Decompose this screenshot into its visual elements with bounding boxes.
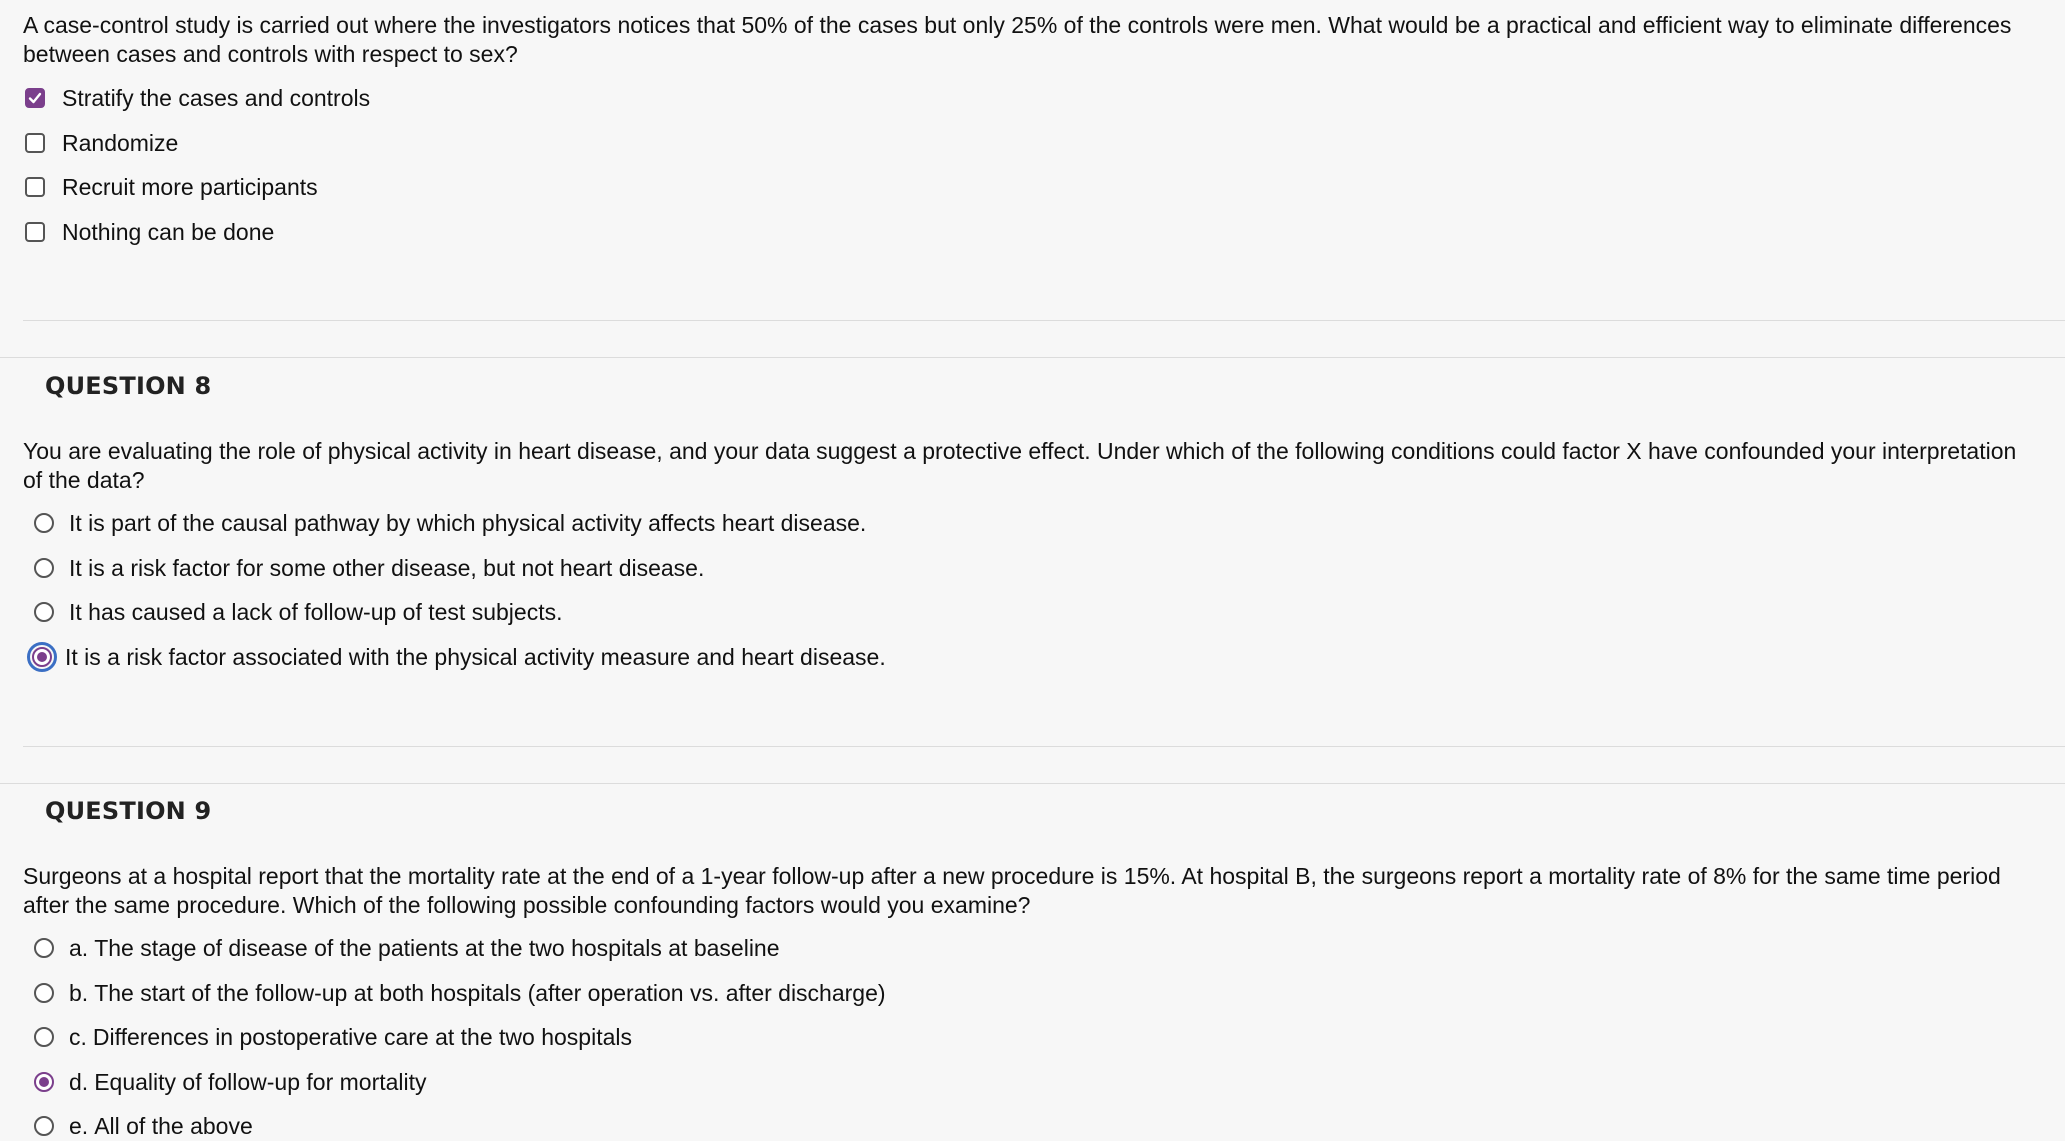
q8-option-4-label: It is a risk factor associated with the physical activity measure and heart disease. bbox=[65, 644, 886, 670]
question-8-text: You are evaluating the role of physical activity in heart disease, and your data suggest a protective effect. Under which of the following conditions could factor X have confounded your interpretation of the data? bbox=[23, 438, 2017, 493]
q9-option-c-letter: c. bbox=[69, 1024, 87, 1050]
q9-option-a-label: The stage of disease of the patients at the two hospitals at baseline bbox=[94, 935, 780, 961]
q8-option-2[interactable] bbox=[23, 553, 704, 583]
q9-option-b-label: The start of the follow-up at both hospitals (after operation vs. after discharge) bbox=[94, 980, 886, 1006]
radio-icon[interactable] bbox=[34, 602, 54, 622]
radio-icon[interactable] bbox=[34, 513, 54, 533]
q9-option-d-letter: d. bbox=[69, 1069, 89, 1095]
divider bbox=[0, 357, 2065, 358]
q9-option-b-letter: b. bbox=[69, 980, 89, 1006]
q9-option-a[interactable] bbox=[23, 933, 780, 963]
q9-option-d-label: Equality of follow-up for mortality bbox=[94, 1069, 427, 1095]
radio-icon[interactable] bbox=[34, 938, 54, 958]
divider bbox=[23, 746, 2065, 747]
checkbox-icon[interactable] bbox=[25, 222, 45, 242]
q9-option-c-label: Differences in postoperative care at the two hospitals bbox=[92, 1024, 632, 1050]
q9-option-e-letter: e. bbox=[69, 1113, 89, 1139]
q9-option-b[interactable] bbox=[23, 978, 886, 1008]
q9-option-c[interactable] bbox=[23, 1022, 632, 1052]
q7-option-4[interactable] bbox=[23, 217, 274, 247]
q7-option-4-label: Nothing can be done bbox=[62, 219, 275, 245]
checkbox-checked-icon[interactable] bbox=[25, 88, 45, 108]
question-9-header: QUESTION 9 bbox=[45, 797, 212, 825]
radio-selected-icon[interactable] bbox=[34, 1072, 54, 1092]
q8-option-1-label: It is part of the causal pathway by which physical activity affects heart disease. bbox=[69, 510, 867, 536]
divider bbox=[23, 320, 2065, 321]
q8-option-3[interactable] bbox=[23, 597, 562, 627]
q7-option-1-label: Stratify the cases and controls bbox=[62, 85, 371, 111]
question-8-header: QUESTION 8 bbox=[45, 372, 212, 400]
radio-selected-icon[interactable] bbox=[32, 647, 52, 667]
radio-icon[interactable] bbox=[34, 1116, 54, 1136]
checkbox-icon[interactable] bbox=[25, 133, 45, 153]
question-9-text: Surgeons at a hospital report that the mortality rate at the end of a 1-year follow-up after a new procedure is 15%. At hospital B, the surgeons report a mortality rate of 8% for the same time period after the same procedure. Which of the following possible confounding factors would you examine? bbox=[23, 863, 2001, 918]
q8-option-2-label: It is a risk factor for some other disease, but not heart disease. bbox=[69, 555, 705, 581]
radio-icon[interactable] bbox=[34, 1027, 54, 1047]
q8-option-1[interactable] bbox=[23, 508, 866, 538]
q7-option-3[interactable] bbox=[23, 172, 318, 202]
radio-icon[interactable] bbox=[34, 983, 54, 1003]
question-7-text: A case-control study is carried out where the investigators notices that 50% of the cases but only 25% of the controls were men. What would be a practical and efficient way to eliminate differences between cases and controls with respect to sex? bbox=[23, 12, 2012, 67]
q8-option-4[interactable] bbox=[23, 642, 886, 672]
q8-option-3-label: It has caused a lack of follow-up of test subjects. bbox=[69, 599, 563, 625]
q9-option-a-letter: a. bbox=[69, 935, 89, 961]
q7-option-3-label: Recruit more participants bbox=[62, 174, 318, 200]
q7-option-2[interactable] bbox=[23, 128, 178, 158]
q9-option-e-label: All of the above bbox=[94, 1113, 253, 1139]
radio-icon[interactable] bbox=[34, 558, 54, 578]
q7-option-1[interactable] bbox=[23, 83, 370, 113]
q9-option-d[interactable] bbox=[23, 1067, 427, 1097]
checkbox-icon[interactable] bbox=[25, 177, 45, 197]
divider bbox=[0, 783, 2065, 784]
q7-option-2-label: Randomize bbox=[62, 130, 179, 156]
q9-option-e[interactable] bbox=[23, 1111, 253, 1141]
